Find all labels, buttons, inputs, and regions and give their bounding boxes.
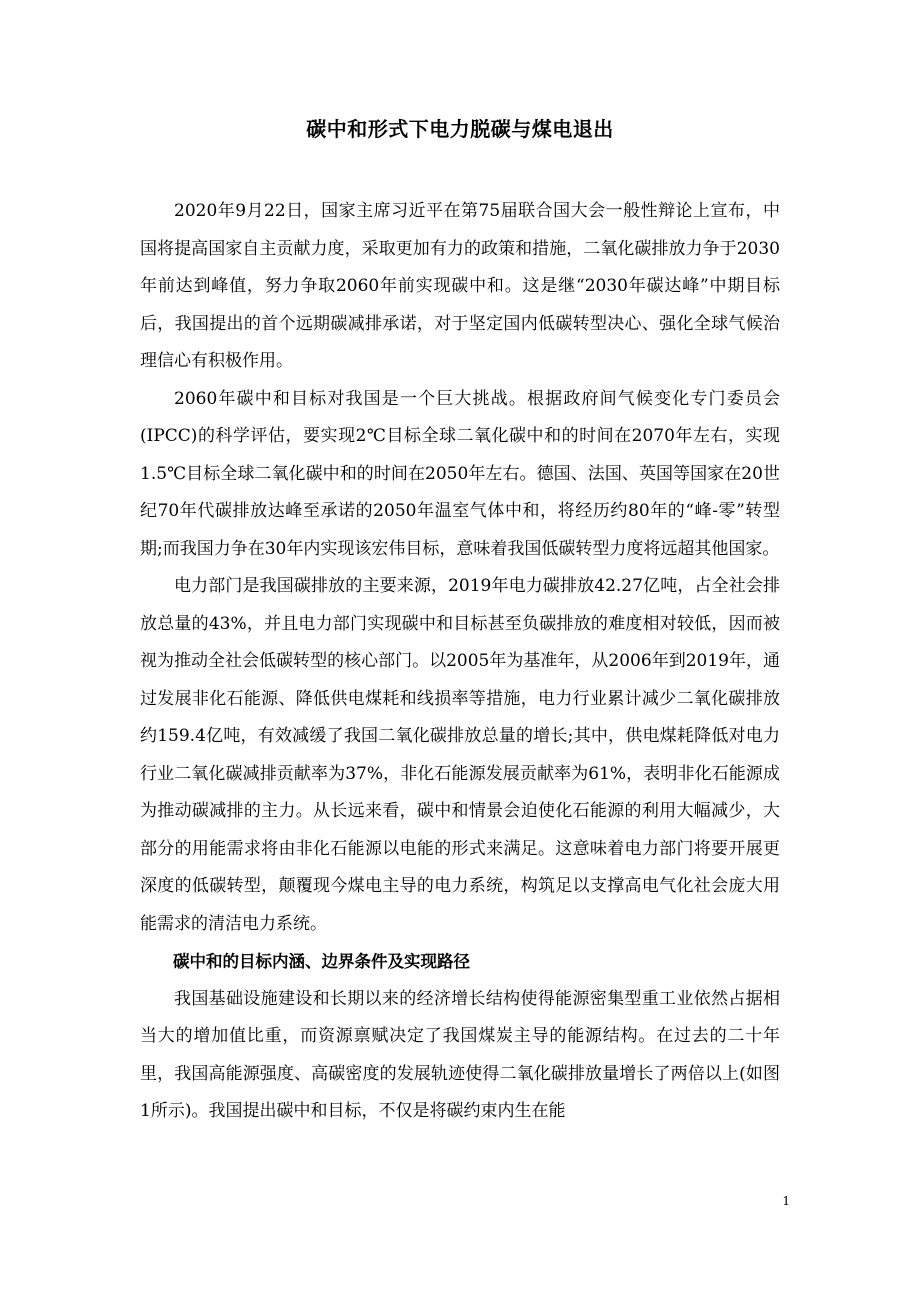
paragraph: 电力部门是我国碳排放的主要来源，2019年电力碳排放42.27亿吨，占全社会排放总量的43%，并且电力部门实现碳中和目标甚至负碳排放的难度相对较低，因而被视为推动全社会低碳转型的核心部门。以2005年为基准年，从2006年到2019年，通过发展非化石能源、降低供电煤耗和线损率等措施，电力行业累计减少二氧化碳排放约159.4亿吨，有效减缓了我国二氧化碳排放总量的增长;其中，供电煤耗降低对电力行业二氧化碳减排贡献率为37%，非化石能源发展贡献率为61%，表明非化石能源成为推动碳减排的主力。从长远来看，碳中和情景会迫使化石能源的利用大幅减少，大部分的用能需求将由非化石能源以电能的形式来满足。这意味着电力部门将要开展更深度的低碳转型，颠覆现今煤电主导的电力系统，构筑足以支撑高电气化社会庞大用能需求的清洁电力系统。 [140, 576, 780, 934]
document-title: 碳中和形式下电力脱碳与煤电退出 [306, 117, 614, 141]
paragraph: 2060年碳中和目标对我国是一个巨大挑战。根据政府间气候变化专门委员会(IPCC)的科学评估，要实现2℃目标全球二氧化碳中和的时间在2070年左右，实现1.5℃目标全球二氧化碳中和的时间在2050年左右。德国、法国、英国等国家在20世纪70年代碳排放达峰至承诺的2050年温室气体中和，将经历约80年的“峰-零”转型期;而我国力争在30年内实现该宏伟目标，意味着我国低碳转型力度将远超其他国家。 [140, 388, 780, 559]
paragraph: 2020年9月22日，国家主席习近平在第75届联合国大会一般性辩论上宣布，中国将提高国家自主贡献力度，采取更加有力的政策和措施，二氧化碳排放力争于2030年前达到峰值，努力争取2060年前实现碳中和。这是继“2030年碳达峰”中期目标后，我国提出的首个远期碳减排承诺，对于坚定国内低碳转型决心、强化全球气候治理信心有积极作用。 [140, 201, 780, 371]
section-heading: 碳中和的目标内涵、边界条件及实现路径 [173, 952, 470, 971]
document-body [140, 193, 780, 1131]
page-number: 1 [782, 1194, 790, 1208]
paragraph: 我国基础设施建设和长期以来的经济增长结构使得能源密集型重工业依然占据相当大的增加值比重，而资源禀赋决定了我国煤炭主导的能源结构。在过去的二十年里，我国高能源强度、高碳密度的发展轨迹使得二氧化碳排放量增长了两倍以上(如图1所示)。我国提出碳中和目标，不仅是将碳约束内生在能 [140, 988, 780, 1121]
